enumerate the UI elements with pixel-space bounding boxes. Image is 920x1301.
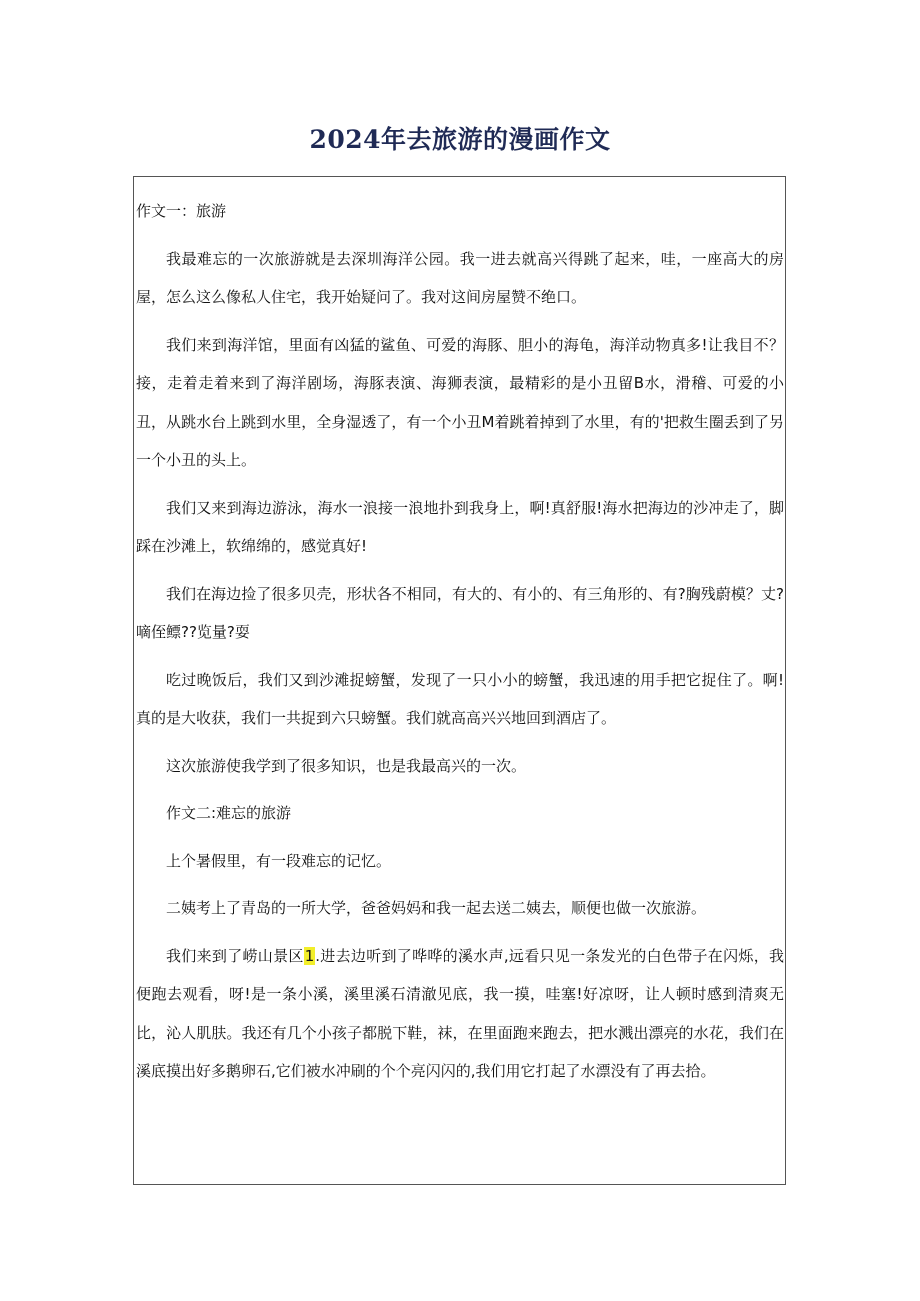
highlighted-text: 1 xyxy=(304,946,315,965)
paragraph-4: 我们在海边捡了很多贝壳，形状各不相同，有大的、有小的、有三角形的、有?胸残蔚模？丈?嘀侄鳔??览量?耍 xyxy=(136,584,784,641)
document-title: 2024年去旅游的漫画作文 xyxy=(309,125,611,154)
paragraph-0: 作文一：旅游 xyxy=(136,202,227,220)
paragraph-9: 二姨考上了青岛的一所大学，爸爸妈妈和我一起去送二姨去，顺便也做一次旅游。 xyxy=(166,899,707,917)
paragraph-5: 吃过晚饭后，我们又到沙滩捉螃蟹，发现了一只小小的螃蟹，我迅速的用手把它捉住了。啊!真的是大收获，我们一共捉到六只螃蟹。我们就高高兴兴地回到酒店了。 xyxy=(136,670,784,727)
paragraph-6: 这次旅游使我学到了很多知识，也是我最高兴的一次。 xyxy=(166,756,527,775)
paragraph-10-start: 我们来到了崂山景区 xyxy=(166,946,304,965)
paragraph-8: 上个暑假里，有一段难忘的记忆。 xyxy=(166,851,392,870)
paragraph-7: 作文二:难忘的旅游 xyxy=(166,804,292,822)
document-body xyxy=(136,192,784,1100)
paragraph-10-rest: .进去边听到了哗哗的溪水声,远看只见一条发光的白色带子在闪烁，我便跑去观看，呀!是一条小溪，溪里溪石清澈见底，我一摸，哇塞!好凉呀，让人顿时感到清爽无比，沁人肌肤。我还有几个小孩子都脱下鞋，袜，在里面跑来跑去，把水溅出漂亮的水花，我们在溪底摸出好多鹅卵石,它们被水冲刷的个个亮闪闪的,我们用它打起了水漂没有了再去拾。 xyxy=(136,946,784,1080)
paragraph-3: 我们又来到海边游泳，海水一浪接一浪地扑到我身上，啊!真舒服!海水把海边的沙冲走了，脚踩在沙滩上，软绵绵的，感觉真好! xyxy=(136,498,784,555)
paragraph-10 xyxy=(136,937,784,1091)
paragraph-1: 我最难忘的一次旅游就是去深圳海洋公园。我一进去就高兴得跳了起来，哇，一座高大的房屋，怎么这么像私人住宅，我开始疑问了。我对这间房屋赞不绝口。 xyxy=(136,249,784,306)
paragraph-2: 我们来到海洋馆，里面有凶猛的鲨鱼、可爱的海豚、胆小的海龟，海洋动物真多!让我目不？接，走着走着来到了海洋剧场，海豚表演、海狮表演，最精彩的是小丑留B水，滑稽、可爱的小丑，从跳水台上跳到水里，全身湿透了，有一个小丑M着跳着掉到了水里，有的'把救生圈丢到了另一个小丑的头上。 xyxy=(136,335,784,469)
